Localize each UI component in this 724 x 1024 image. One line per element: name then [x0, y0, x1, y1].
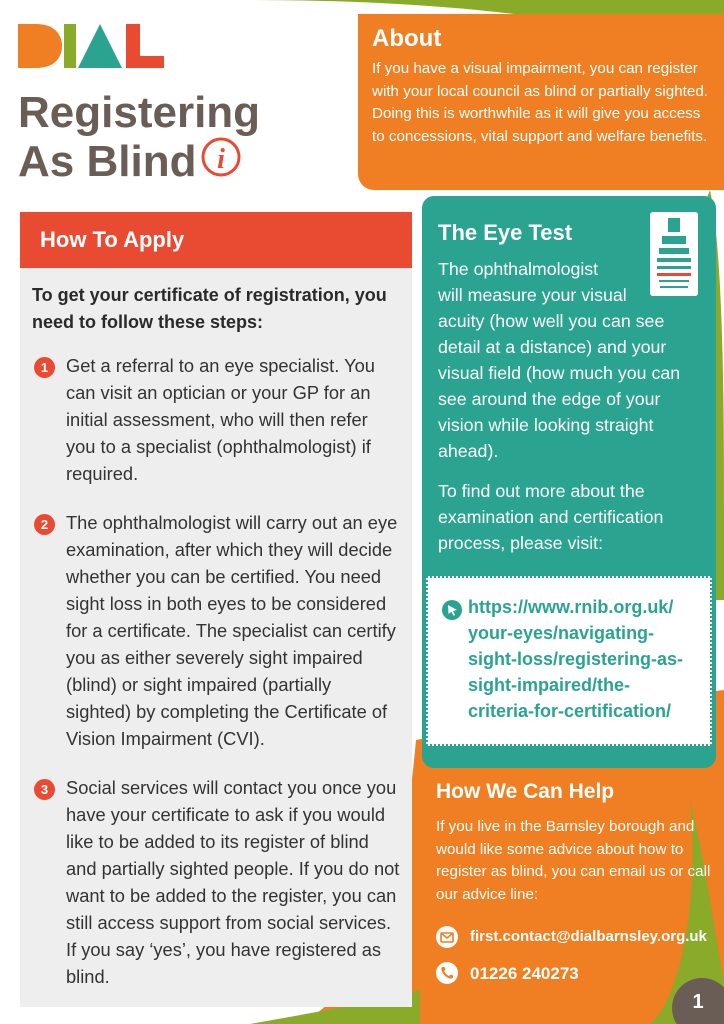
- eye-test-para-1c: acuity (how well you can see detail at a distance) and your visual field (how much you can see around the edge of your vision while looking straight ahead).: [438, 311, 681, 461]
- about-heading: About: [372, 25, 442, 52]
- step-number-badge: 2: [34, 514, 55, 535]
- rnib-link-box: [426, 576, 712, 746]
- step-item: [20, 774, 412, 990]
- eye-test-para-1: [438, 256, 710, 464]
- svg-text:i: i: [217, 144, 226, 175]
- logo-d: [18, 24, 62, 68]
- eye-test-para-1b: will measure your visual: [438, 285, 627, 305]
- email-address[interactable]: first.contact@dialbarnsley.org.uk: [470, 928, 707, 945]
- step-item: [20, 509, 412, 752]
- how-to-apply-intro: To get your certificate of registration, you need to follow these steps:: [32, 285, 387, 332]
- eye-test-para-1a: The ophthalmologist: [438, 259, 599, 279]
- dial-logo: [18, 22, 164, 70]
- step-text: The ophthalmologist will carry out an eye examination, after which they will decide whether you can be certified. You need sight loss in both eyes to be considered for a certificate. The specialist can certify you as either severely sight impaired (blind) or sight impaired (partially sighted) by completing the Certificate of Vision Impairment (CVI).: [66, 512, 398, 749]
- rnib-link-line[interactable]: sight-impaired/the-: [468, 675, 631, 695]
- eye-test-heading: The Eye Test: [438, 220, 573, 245]
- rnib-link[interactable]: [468, 594, 700, 724]
- cursor-arrow-icon: [442, 600, 462, 620]
- help-body: If you live in the Barnsley borough and would like some advice about how to register as blind, you can email us or call our advice line:: [436, 818, 711, 903]
- how-to-apply-heading: How To Apply: [20, 212, 412, 268]
- about-box: [358, 14, 724, 190]
- how-we-can-help: [436, 780, 724, 983]
- logo-a: [78, 24, 122, 68]
- title-line-2: [18, 136, 348, 185]
- logo-l: [126, 24, 164, 68]
- rnib-link-line[interactable]: criteria-for-certification/: [468, 701, 672, 721]
- step-item: [20, 352, 412, 487]
- eye-test-para-2: To find out more about the examination and certification process, please visit:: [438, 481, 664, 553]
- step-number-badge: 3: [34, 779, 55, 800]
- steps-list: [20, 352, 412, 990]
- step-number-badge: 1: [34, 357, 55, 378]
- page-number: 1: [692, 991, 704, 1013]
- title-line-2-text: As Blind: [18, 137, 197, 186]
- rnib-link-line[interactable]: your-eyes/navigating-: [468, 623, 655, 643]
- help-heading: How We Can Help: [436, 780, 615, 803]
- page-title: [18, 90, 348, 185]
- eye-test-panel: [422, 196, 716, 768]
- logo-i: [64, 24, 76, 68]
- how-to-apply-panel: [20, 212, 412, 1007]
- step-text: Get a referral to an eye specialist. You can visit an optician or your GP for an initial assessment, who will then refer you to a specialist (ophthalmologist) if required.: [66, 355, 375, 484]
- info-icon: [200, 136, 242, 178]
- envelope-icon: [436, 926, 458, 948]
- step-text: Social services will contact you once you have your certificate to ask if you would like to be added to its register of blind and partially sighted people. If you do not want to be added to the register, you can still access support from social services. If you say ‘yes’, you have registered as blind.: [66, 777, 400, 987]
- rnib-link-line[interactable]: sight-loss/registering-as-: [468, 649, 684, 669]
- phone-icon: [436, 962, 458, 984]
- phone-number[interactable]: 01226 240273: [470, 964, 579, 983]
- about-body: If you have a visual impairment, you can register with your local council as blind or partially sighted. Doing this is worthwhile as it will give you access to concessions, vital support and welfare benefits.: [372, 60, 708, 145]
- title-line-1: Registering: [18, 88, 261, 137]
- rnib-link-line[interactable]: https://www.rnib.org.uk/: [468, 597, 674, 617]
- eye-test-body: [438, 256, 710, 570]
